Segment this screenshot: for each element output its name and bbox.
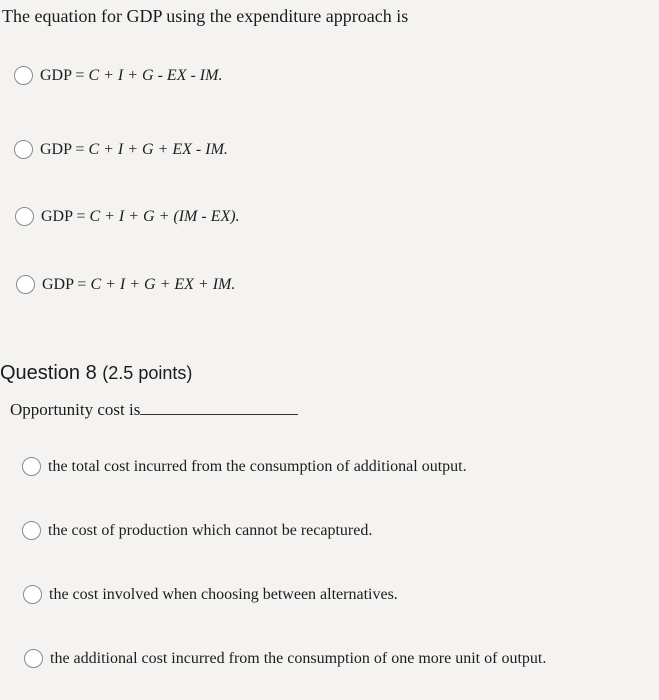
question-8-prompt-row — [10, 400, 298, 420]
answer-blank — [140, 400, 298, 415]
q8-option-3-label: the cost involved when choosing between alternatives. — [49, 585, 398, 603]
question-7-prompt: The equation for GDP using the expenditure approach is — [2, 6, 409, 26]
radio-button[interactable] — [24, 649, 43, 668]
radio-button[interactable] — [14, 66, 33, 85]
q7-option-4[interactable] — [16, 275, 235, 294]
q8-option-3[interactable] — [23, 585, 398, 604]
q7-option-3[interactable] — [15, 207, 240, 226]
q7-option-1[interactable] — [14, 66, 222, 85]
q7-option-4-label: GDP = C + I + G + EX + IM. — [42, 275, 236, 293]
q8-option-1-label: the total cost incurred from the consumption of additional output. — [48, 457, 467, 475]
q8-option-1[interactable] — [22, 457, 467, 476]
radio-button[interactable] — [16, 275, 35, 294]
q8-option-2-label: the cost of production which cannot be recaptured. — [48, 521, 373, 539]
question-8-points: (2.5 points) — [102, 363, 193, 383]
q7-option-2[interactable] — [14, 140, 228, 159]
radio-button[interactable] — [14, 140, 33, 159]
q7-option-2-label: GDP = C + I + G + EX - IM. — [40, 140, 228, 158]
question-8-prompt: Opportunity cost is — [10, 400, 141, 419]
radio-button[interactable] — [22, 521, 41, 540]
q8-option-4[interactable] — [24, 649, 546, 668]
question-8-title: Question 8 — [0, 362, 97, 384]
q7-option-1-label: GDP = C + I + G - EX - IM. — [40, 66, 223, 84]
radio-button[interactable] — [22, 457, 41, 476]
q8-option-4-label: the additional cost incurred from the consumption of one more unit of output. — [50, 649, 547, 667]
radio-button[interactable] — [23, 585, 42, 604]
q8-option-2[interactable] — [22, 521, 372, 540]
q7-option-3-label: GDP = C + I + G + (IM - EX). — [41, 207, 240, 225]
question-8-header — [0, 362, 192, 385]
radio-button[interactable] — [15, 207, 34, 226]
